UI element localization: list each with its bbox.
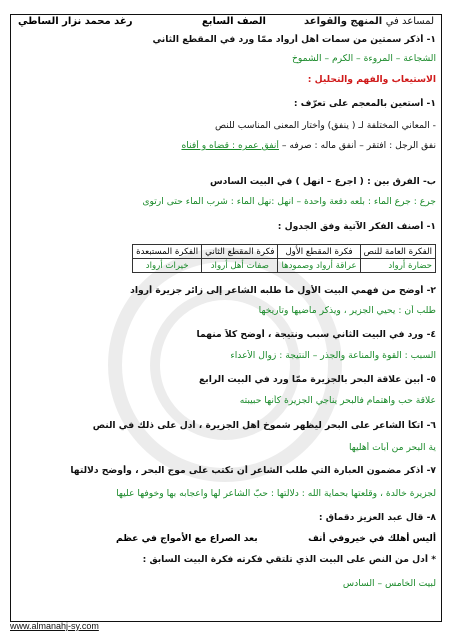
question-10: ٨- قال عبد العزيز دقماق : xyxy=(318,512,436,523)
question-4: ١- أصنف الفكر الآتية وفق الجدول : xyxy=(277,221,436,232)
footer-url[interactable]: www.almanahj-sy.com xyxy=(10,621,99,631)
question-11: * أدل من النص على البيت الذي تلتقي فكرته فكرة البيت السابق : xyxy=(142,554,436,565)
table-header-cell: فكرة المقطع الثاني xyxy=(202,245,278,259)
poetry-verse xyxy=(16,533,436,545)
question-7: ٥- أبين علاقة البحر بالجزيرة ممّا ورد في البيت الرابع xyxy=(199,374,436,385)
table-header-cell: فكرة المقطع الأول xyxy=(278,245,360,259)
header-subject xyxy=(304,16,434,27)
answer-8: ية البحر من أبات أهليها xyxy=(348,442,436,453)
table-cell: عراقة أرواد وصمودها xyxy=(278,259,360,273)
header-subject-name: المنهج والقواعد xyxy=(304,16,383,27)
footer xyxy=(10,621,99,631)
table-header-row xyxy=(133,245,436,259)
answer-1: الشجاعة – المروءة – الكرم – الشموخ xyxy=(291,53,436,64)
table-header-cell: الفكرة المستبعدة xyxy=(133,245,202,259)
question-3: ب- الفرق بين : ( اجرع – انهل ) في البيت السادس xyxy=(209,176,436,187)
question-2b xyxy=(16,140,436,152)
question-8: ٦- اتكأ الشاعر على البحر ليظهر شموخ أهل الجزيرة ، أدل على ذلك في النص xyxy=(92,420,436,431)
question-2: ١- أستعين بالمعجم على تعرّف : xyxy=(293,98,436,109)
answer-9: لجزيرة خالدة ، وقلعتها بحماية الله : دلالتها : حبّ الشاعر لها واعجابه بها وخوفها عليها xyxy=(116,488,436,499)
answer-11: لبيت الخامس – السادس xyxy=(342,578,436,589)
answer-6: السبب : القوة والمناعة والجذر – النتيجة : زوال الأعداء xyxy=(230,350,436,361)
ideas-table xyxy=(132,244,436,273)
header-author: رغد محمد نزار الساطي xyxy=(18,16,133,27)
answer-3: جرع : جرع الماء : بلعه دفعة واحدة – انهل :نهل الماء : شرب الماء حتى ارتوى xyxy=(142,196,436,207)
table-cell: حضارة أرواد xyxy=(360,259,435,273)
question-6: ٤- ورد في البيت الثاني سبب ونتيجة ، أوضح كلاً منهما xyxy=(196,329,436,340)
answer-5: طلب أن : يحيي الجزير ، ويذكر ماضيها وتاريخها xyxy=(258,305,436,316)
question-2b-prefix: نفق الرجل : افتقر – أنفق ماله : صرفه – xyxy=(281,140,436,151)
table-cell: خيرات أرواد xyxy=(133,259,202,273)
table-row xyxy=(133,259,436,273)
question-1: ١- أذكر سمتين من سمات أهل أرواد ممّا ورد في المقطع الثاني xyxy=(152,34,436,45)
table-cell: صفات أهل أرواد xyxy=(202,259,278,273)
page-header xyxy=(18,16,434,30)
question-5: ٢- أوضح من فهمي البيت الأول ما طلبه الشاعر إلى زائر جزيرة أرواد xyxy=(130,285,436,296)
header-grade: الصف السابع xyxy=(201,16,266,27)
verse-second-half: بعد الصراع مع الأمواج في عظم xyxy=(116,533,258,544)
section-title: الاستيعاب والفهم والتحليل : xyxy=(307,74,436,85)
header-subject-prefix: لمساعد في xyxy=(385,16,434,27)
table-header-cell: الفكرة العامة للنص xyxy=(360,245,435,259)
question-9: ٧- أذكر مضمون العبارة التي طلب الشاعر أن تكتب على موج البحر ، وأوضح دلالتها xyxy=(70,465,436,476)
answer-2b: أنفق عمره : قضاه و أفناه xyxy=(181,140,279,151)
verse-first-half: أليس أهلك في خيروفي أنف xyxy=(308,533,436,544)
question-2a: - المعاني المختلفة لـ ( ينفق) وأختار المعنى المناسب للنص xyxy=(214,120,436,131)
answer-7: علاقة حب واهتمام فالبحر يناجي الجزيرة كأنها حبيبته xyxy=(239,395,436,406)
